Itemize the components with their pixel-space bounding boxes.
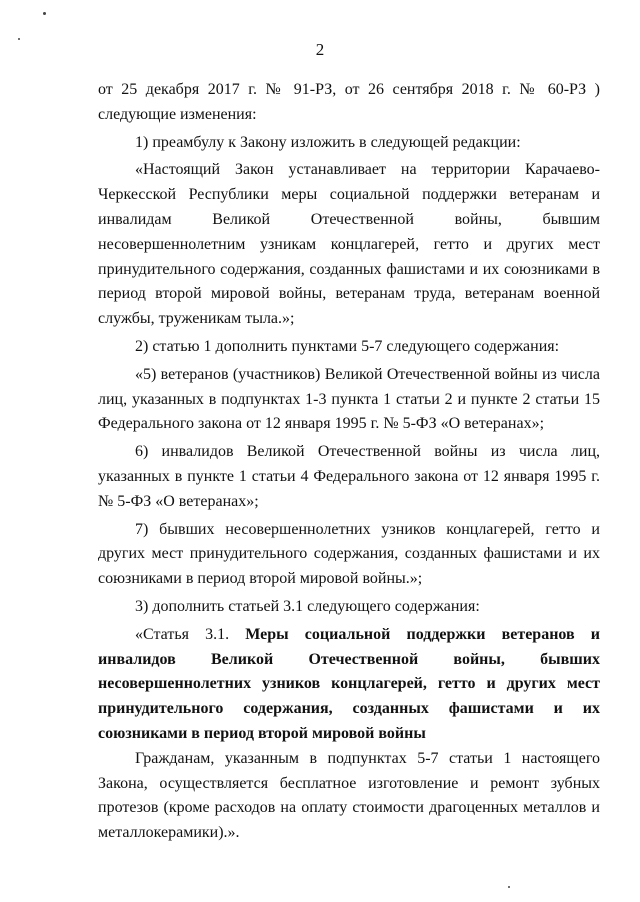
page-number: 2 bbox=[315, 40, 325, 59]
paragraph-item-1: 1) преамбулу к Закону изложить в следующей редакции: bbox=[135, 133, 521, 151]
paragraph-subitem-6: 6) инвалидов Великой Отечественной войны из числа лиц, указанных в пункте 1 статьи 4 Федерального закона от 12 января 1995 г. № 5-ФЗ «О ветеранах»; bbox=[98, 443, 600, 510]
paragraph-continuation: от 25 декабря 2017 г. № 91-РЗ, от 26 сентября 2018 г. № 60-РЗ ) следующие изменения: bbox=[98, 81, 600, 123]
scan-speck bbox=[43, 12, 46, 15]
paragraph-article-body: Гражданам, указанным в подпунктах 5-7 статьи 1 настоящего Закона, осуществляется бесплатное изготовление и ремонт зубных протезов (кроме расходов на оплату стоимости драгоценных металлов и металлокерамики).». bbox=[98, 749, 600, 842]
paragraph-item-3: 3) дополнить статьей 3.1 следующего содержания: bbox=[135, 597, 480, 615]
article-heading bbox=[98, 623, 600, 747]
paragraph-subitem-7: 7) бывших несовершеннолетних узников концлагерей, гетто и других мест принудительного содержания, созданных фашистами и их союзниками в период второй мировой войны.»; bbox=[98, 520, 600, 588]
scan-speck bbox=[508, 886, 510, 888]
paragraph-subitem-5: «5) ветеранов (участников) Великой Отечественной войны из числа лиц, указанных в подпунктах 1-3 пункта 1 статьи 2 и пункте 2 статьи 15 Федерального закона от 12 января 1995 г. № 5-ФЗ «О ветеранах»; bbox=[98, 365, 600, 433]
paragraph-preamble-quote: «Настоящий Закон устанавливает на территории Карачаево-Черкесской Республики меры социальной поддержки ветеранам и инвалидам Великой Отечественной войны, бывшим несовершеннолетним узникам концлагерей, гетто и других мест принудительного содержания, созданных фашистами и их союзниками в период второй мировой войны, ветеранам труда, ветеранам военной службы, труженикам тыла.»; bbox=[98, 161, 600, 328]
article-heading-prefix: «Статья 3.1. bbox=[135, 625, 246, 643]
article-heading-title: Меры социальной поддержки ветеранов и инвалидов Великой Отечественной войны, бывших несовершеннолетних узников концлагерей, гетто и других мест принудительного содержания, созданных фашистами и их союзниками в период второй мировой войны bbox=[98, 625, 601, 742]
document-body bbox=[98, 78, 600, 846]
paragraph-item-2: 2) статью 1 дополнить пунктами 5-7 следующего содержания: bbox=[135, 337, 560, 355]
